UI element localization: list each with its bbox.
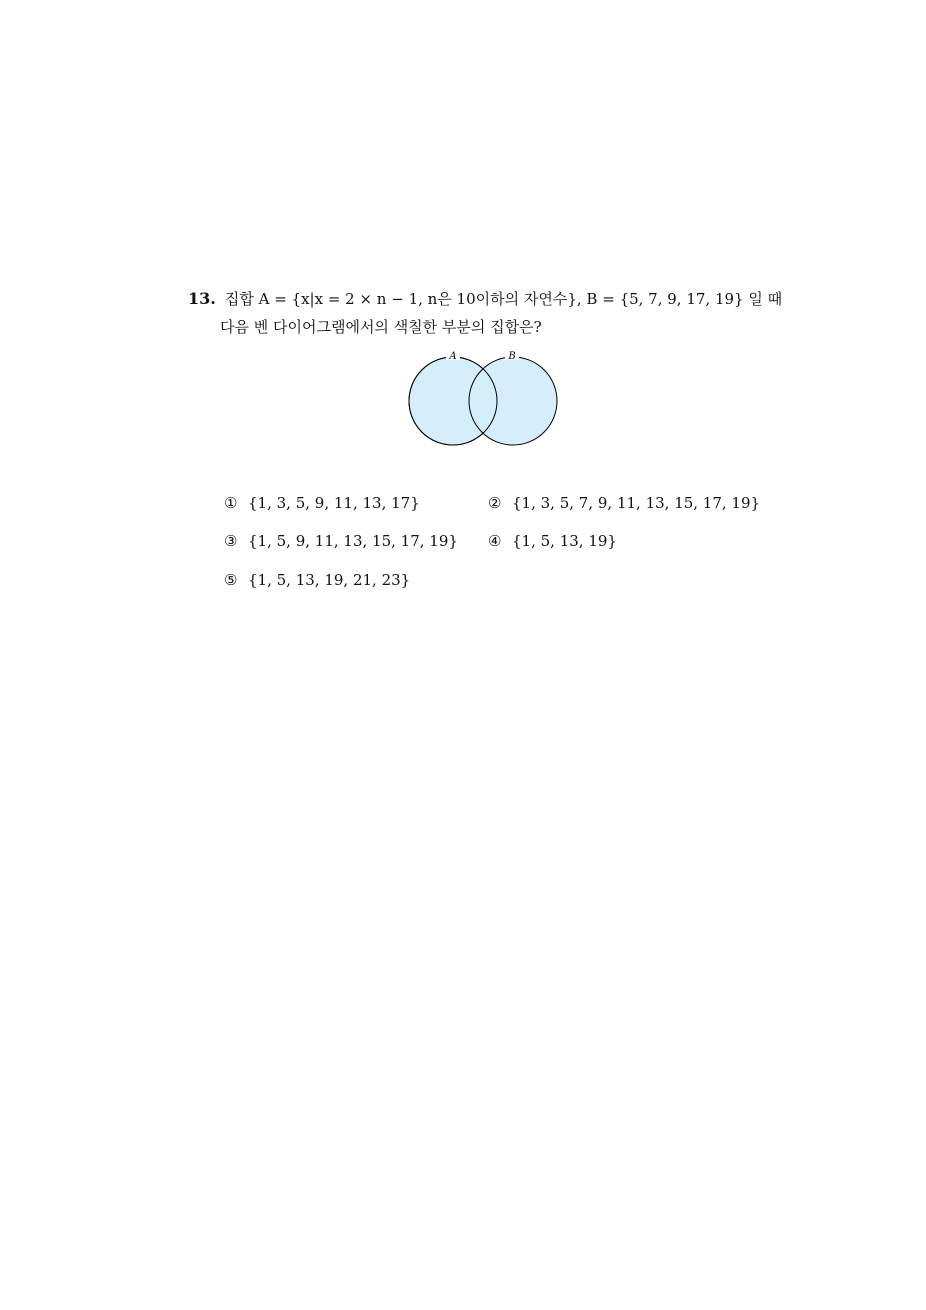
set-b-circle [469,357,557,445]
venn-diagram [400,344,566,452]
choice-4-mark: ④ [488,532,502,550]
choice-2[interactable] [488,492,760,514]
choice-3[interactable] [224,530,458,552]
choice-2-mark: ② [488,494,502,512]
choice-3-mark: ③ [224,532,238,550]
choice-1[interactable] [224,492,420,514]
choice-5[interactable] [224,569,410,591]
question-line-1 [188,287,782,311]
choice-1-text: {1, 3, 5, 9, 11, 13, 17} [248,494,420,512]
label-b: B [508,351,516,362]
choice-2-text: {1, 3, 5, 7, 9, 11, 13, 15, 17, 19} [512,494,761,512]
question-line-2: 다음 벤 다이어그램에서의 색칠한 부분의 집합은? [220,318,542,336]
question-number: 13. [188,289,216,308]
choice-5-mark: ⑤ [224,571,238,589]
label-a: A [449,351,457,362]
question-text-1: 집합 A = {x|x = 2 × n − 1, n은 10이하의 자연수}, B = {5, 7, 9, 17, 19} 일 때 [224,290,783,308]
choice-1-mark: ① [224,494,238,512]
choice-4-text: {1, 5, 13, 19} [512,532,617,550]
choice-3-text: {1, 5, 9, 11, 13, 15, 17, 19} [248,532,458,550]
choice-4[interactable] [488,530,617,552]
choice-5-text: {1, 5, 13, 19, 21, 23} [248,571,411,589]
